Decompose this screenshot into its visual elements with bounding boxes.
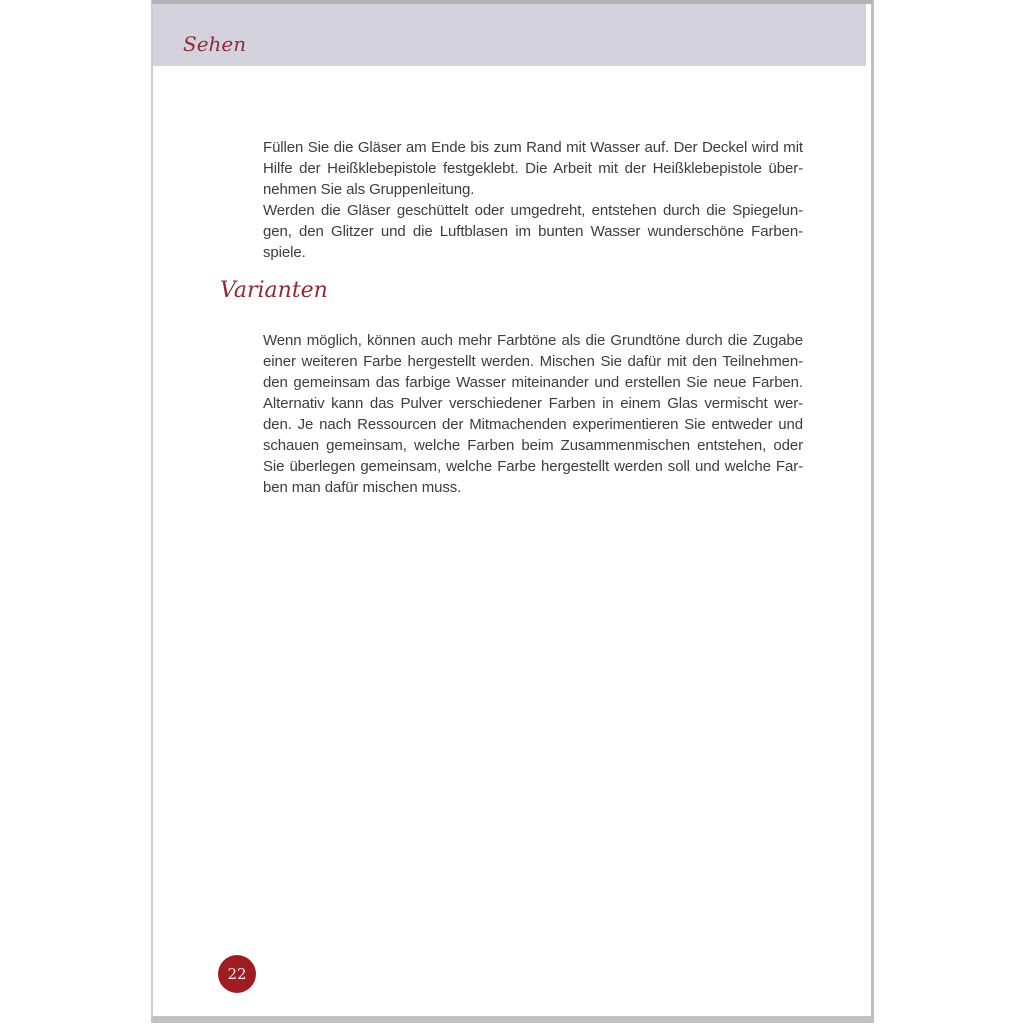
body-text-line: Hilfe der Heißklebepistole festgeklebt. Die Arbeit mit der Heißklebepistole über- (263, 160, 803, 177)
body-text-line: Werden die Gläser geschüttelt oder umgedreht, entstehen durch die Spiegelun- (263, 202, 803, 219)
varianten-paragraph (263, 330, 803, 498)
intro-paragraph (263, 137, 803, 263)
chapter-title: Sehen (183, 32, 247, 56)
body-text-line: ben man dafür mischen muss. (263, 479, 462, 496)
body-text-line: gen, den Glitzer und die Luftblasen im bunten Wasser wunderschöne Farben- (263, 223, 803, 240)
body-text-line: den. Je nach Ressourcen der Mitmachenden experimentieren Sie entweder und (263, 416, 803, 433)
chapter-header-bar (153, 4, 866, 66)
body-text-line: einer weiteren Farbe hergestellt werden. Mischen Sie dafür mit den Teilnehmen- (263, 353, 803, 370)
body-text-line: Sie überlegen gemeinsam, welche Farbe hergestellt werden soll und welche Far- (263, 458, 803, 475)
page-number-badge (218, 955, 256, 993)
book-page (151, 0, 874, 1023)
body-text-line: Füllen Sie die Gläser am Ende bis zum Rand mit Wasser auf. Der Deckel wird mit (263, 139, 803, 156)
body-text-line: Wenn möglich, können auch mehr Farbtöne als die Grundtöne durch die Zugabe (263, 332, 803, 349)
body-text-line: den gemeinsam das farbige Wasser miteinander und erstellen Sie neue Farben. (263, 374, 803, 391)
body-text-line: Alternativ kann das Pulver verschiedener Farben in einem Glas vermischt wer- (263, 395, 803, 412)
body-text-line: schauen gemeinsam, welche Farben beim Zusammenmischen entstehen, oder (263, 437, 803, 454)
page-number: 22 (227, 965, 247, 983)
body-text-line: nehmen Sie als Gruppenleitung. (263, 181, 475, 198)
body-text-line: spiele. (263, 244, 306, 261)
section-heading-varianten: Varianten (220, 278, 328, 303)
